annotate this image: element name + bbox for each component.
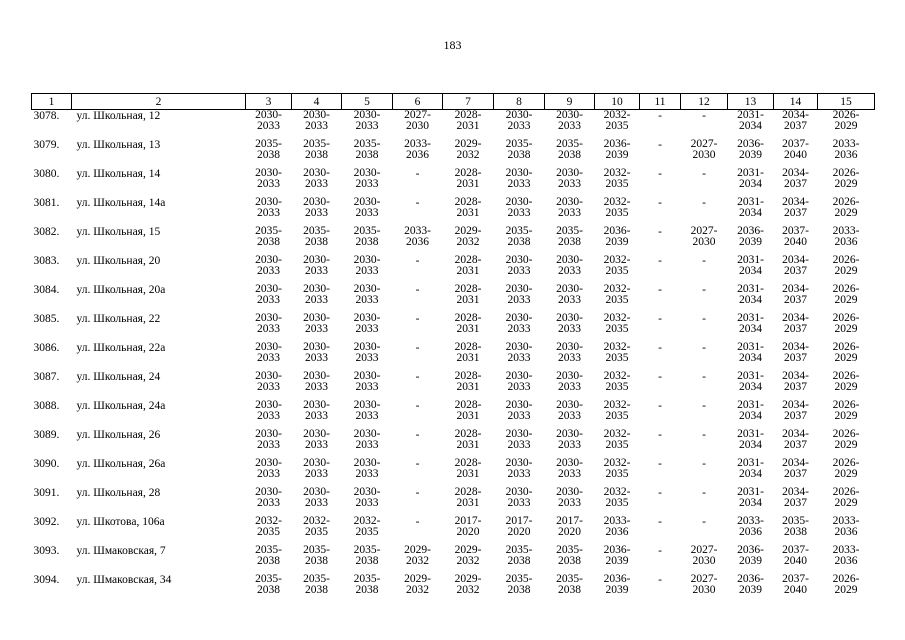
period-cell: 2030- 2033 (255, 428, 282, 451)
table-row (32, 574, 875, 603)
period-cell: 2030- 2033 (505, 457, 533, 480)
period-cell: 2032- 2035 (603, 254, 631, 277)
period-cell: 2028- 2031 (454, 196, 482, 219)
period-cell: 2030- 2033 (303, 167, 330, 190)
period-cell: - (658, 168, 662, 180)
repair-schedule-table (31, 93, 875, 603)
period-cell: 2026- 2029 (832, 457, 860, 480)
column-header: 15 (818, 94, 875, 110)
period-cell: 2030- 2033 (556, 428, 583, 451)
period-cell: - (702, 429, 706, 441)
period-cell: 2034- 2037 (782, 457, 809, 480)
period-cell: 2034- 2037 (782, 109, 809, 132)
period-cell: - (702, 197, 706, 209)
period-cell: 2026- 2029 (832, 167, 860, 190)
table-row (32, 371, 875, 400)
period-cell: 2030- 2033 (303, 283, 330, 306)
column-header: 8 (494, 94, 545, 110)
period-cell: 2030- 2033 (353, 109, 381, 132)
period-cell: 2030- 2033 (353, 486, 381, 509)
period-cell: 2035- 2038 (255, 544, 282, 567)
period-cell: 2036- 2039 (603, 138, 631, 161)
row-number: 3094. (33, 574, 60, 586)
table-row (32, 255, 875, 284)
period-cell: 2032- 2035 (603, 457, 631, 480)
row-number: 3084. (33, 284, 60, 296)
period-cell: 2035- 2038 (505, 573, 533, 596)
period-cell: 2030- 2033 (255, 457, 282, 480)
period-cell: 2030- 2033 (255, 167, 282, 190)
period-cell: 2036- 2039 (737, 573, 764, 596)
period-cell: - (658, 197, 662, 209)
address-cell: ул. Школьная, 28 (76, 487, 161, 499)
period-cell: 2027- 2030 (690, 544, 718, 567)
period-cell: - (415, 313, 420, 325)
period-cell: - (702, 371, 706, 383)
period-cell: 2028- 2031 (454, 457, 482, 480)
table-row (32, 487, 875, 516)
period-cell: 2033- 2036 (404, 225, 431, 248)
period-cell: 2031- 2034 (737, 370, 764, 393)
period-cell: 2030- 2033 (505, 486, 533, 509)
period-cell: 2030- 2033 (353, 399, 381, 422)
period-cell: 2033- 2036 (603, 515, 631, 538)
column-header: 2 (72, 94, 246, 110)
period-cell: - (658, 255, 662, 267)
period-cell: 2034- 2037 (782, 399, 809, 422)
period-cell: 2033- 2036 (404, 138, 431, 161)
period-cell: 2030- 2033 (505, 428, 533, 451)
period-cell: 2027- 2030 (690, 138, 718, 161)
period-cell: 2030- 2033 (303, 109, 330, 132)
period-cell: - (415, 197, 420, 209)
period-cell: 2032- 2035 (353, 515, 381, 538)
period-cell: 2035- 2038 (556, 138, 583, 161)
address-cell: ул. Школьная, 13 (76, 139, 161, 151)
period-cell: - (415, 284, 420, 296)
period-cell: 2032- 2035 (603, 283, 631, 306)
period-cell: 2030- 2033 (505, 341, 533, 364)
period-cell: 2030- 2033 (303, 399, 330, 422)
period-cell: 2034- 2037 (782, 428, 809, 451)
period-cell: 2030- 2033 (353, 370, 381, 393)
period-cell: 2029- 2032 (454, 225, 482, 248)
period-cell: 2035- 2038 (303, 573, 330, 596)
address-cell: ул. Школьная, 26а (76, 458, 166, 470)
period-cell: 2033- 2036 (832, 515, 860, 538)
period-cell: 2035- 2038 (303, 138, 330, 161)
period-cell: 2033- 2036 (832, 225, 860, 248)
column-header: 5 (342, 94, 393, 110)
period-cell: - (415, 516, 420, 528)
period-cell: 2030- 2033 (255, 399, 282, 422)
period-cell: 2028- 2031 (454, 428, 482, 451)
row-number: 3083. (33, 255, 60, 267)
period-cell: 2030- 2033 (353, 196, 381, 219)
row-number: 3092. (33, 516, 60, 528)
period-cell: 2030- 2033 (353, 341, 381, 364)
period-cell: 2028- 2031 (454, 486, 482, 509)
period-cell: 2037- 2040 (782, 573, 809, 596)
period-cell: 2028- 2031 (454, 167, 482, 190)
period-cell: 2028- 2031 (454, 341, 482, 364)
period-cell: 2031- 2034 (737, 283, 764, 306)
address-cell: ул. Шкотова, 106а (76, 516, 165, 528)
period-cell: 2034- 2037 (782, 167, 809, 190)
period-cell: 2030- 2033 (556, 312, 583, 335)
row-number: 3091. (33, 487, 60, 499)
column-header: 9 (545, 94, 595, 110)
column-header: 13 (728, 94, 774, 110)
row-number: 3081. (33, 197, 60, 209)
period-cell: 2028- 2031 (454, 312, 482, 335)
period-cell: - (702, 487, 706, 499)
period-cell: 2033- 2036 (832, 138, 860, 161)
period-cell: 2034- 2037 (782, 254, 809, 277)
table-row (32, 516, 875, 545)
address-cell: ул. Школьная, 24а (76, 400, 166, 412)
period-cell: 2036- 2039 (603, 544, 631, 567)
period-cell: 2032- 2035 (255, 515, 282, 538)
period-cell: 2030- 2033 (303, 428, 330, 451)
period-cell: 2033- 2036 (737, 515, 764, 538)
address-cell: ул. Школьная, 20а (76, 284, 166, 296)
period-cell: 2035- 2038 (255, 225, 282, 248)
period-cell: - (702, 313, 706, 325)
period-cell: 2030- 2033 (303, 486, 330, 509)
row-number: 3085. (33, 313, 60, 325)
period-cell: 2035- 2038 (782, 515, 809, 538)
period-cell: 2030- 2033 (303, 457, 330, 480)
period-cell: 2030- 2033 (505, 254, 533, 277)
period-cell: 2026- 2029 (832, 399, 860, 422)
period-cell: 2030- 2033 (505, 109, 533, 132)
address-cell: ул. Школьная, 26 (76, 429, 161, 441)
period-cell: 2030- 2033 (303, 254, 330, 277)
period-cell: 2032- 2035 (603, 399, 631, 422)
period-cell: 2030- 2033 (353, 457, 381, 480)
table-row (32, 313, 875, 342)
period-cell: 2031- 2034 (737, 254, 764, 277)
column-header: 12 (681, 94, 728, 110)
row-number: 3090. (33, 458, 60, 470)
period-cell: - (415, 458, 420, 470)
period-cell: 2035- 2038 (303, 225, 330, 248)
period-cell: 2032- 2035 (603, 196, 631, 219)
period-cell: - (658, 284, 662, 296)
period-cell: 2027- 2030 (404, 109, 431, 132)
period-cell: 2030- 2033 (255, 283, 282, 306)
period-cell: 2030- 2033 (353, 312, 381, 335)
period-cell: 2030- 2033 (303, 312, 330, 335)
period-cell: 2031- 2034 (737, 196, 764, 219)
period-cell: 2030- 2033 (505, 399, 533, 422)
period-cell: 2026- 2029 (832, 341, 860, 364)
table-row (32, 226, 875, 255)
table-row (32, 168, 875, 197)
column-header: 7 (443, 94, 494, 110)
address-cell: ул. Школьная, 20 (76, 255, 161, 267)
address-cell: ул. Школьная, 12 (76, 110, 161, 122)
period-cell: 2029- 2032 (404, 544, 431, 567)
period-cell: 2035- 2038 (556, 225, 583, 248)
period-cell: 2030- 2033 (505, 196, 533, 219)
period-cell: 2030- 2033 (353, 167, 381, 190)
period-cell: - (658, 313, 662, 325)
row-number: 3079. (33, 139, 60, 151)
period-cell: 2031- 2034 (737, 457, 764, 480)
period-cell: 2028- 2031 (454, 254, 482, 277)
period-cell: 2026- 2029 (832, 428, 860, 451)
period-cell: 2026- 2029 (832, 486, 860, 509)
period-cell: 2034- 2037 (782, 486, 809, 509)
period-cell: - (415, 371, 420, 383)
header-row (32, 94, 875, 110)
period-cell: 2028- 2031 (454, 283, 482, 306)
period-cell: 2026- 2029 (832, 312, 860, 335)
row-number: 3082. (33, 226, 60, 238)
period-cell: 2036- 2039 (737, 138, 764, 161)
period-cell: 2036- 2039 (603, 573, 631, 596)
period-cell: 2030- 2033 (255, 196, 282, 219)
period-cell: 2030- 2033 (255, 254, 282, 277)
column-header: 3 (246, 94, 292, 110)
column-header: 6 (393, 94, 443, 110)
period-cell: 2030- 2033 (255, 486, 282, 509)
period-cell: 2032- 2035 (603, 341, 631, 364)
period-cell: 2030- 2033 (556, 399, 583, 422)
table-row (32, 458, 875, 487)
period-cell: 2030- 2033 (353, 254, 381, 277)
period-cell: - (702, 400, 706, 412)
column-header: 14 (774, 94, 818, 110)
address-cell: ул. Шмаковская, 7 (76, 545, 166, 557)
period-cell: 2032- 2035 (303, 515, 330, 538)
period-cell: 2034- 2037 (782, 196, 809, 219)
period-cell: 2030- 2033 (303, 370, 330, 393)
period-cell: - (658, 342, 662, 354)
period-cell: 2030- 2033 (255, 109, 282, 132)
row-number: 3080. (33, 168, 60, 180)
row-number: 3093. (33, 545, 60, 557)
period-cell: 2032- 2035 (603, 428, 631, 451)
period-cell: - (658, 545, 662, 557)
period-cell: 2034- 2037 (782, 312, 809, 335)
period-cell: 2017- 2020 (556, 515, 583, 538)
period-cell: 2030- 2033 (556, 341, 583, 364)
period-cell: - (415, 487, 420, 499)
table-row (32, 197, 875, 226)
period-cell: 2017- 2020 (505, 515, 533, 538)
period-cell: - (415, 429, 420, 441)
period-cell: 2030- 2033 (303, 341, 330, 364)
period-cell: 2029- 2032 (404, 573, 431, 596)
period-cell: 2030- 2033 (353, 428, 381, 451)
period-cell: 2031- 2034 (737, 167, 764, 190)
period-cell: 2030- 2033 (556, 109, 583, 132)
period-cell: 2034- 2037 (782, 370, 809, 393)
period-cell: 2031- 2034 (737, 399, 764, 422)
period-cell: 2032- 2035 (603, 312, 631, 335)
address-cell: ул. Шмаковская, 34 (76, 574, 172, 586)
period-cell: 2028- 2031 (454, 399, 482, 422)
period-cell: - (415, 342, 420, 354)
column-header: 4 (292, 94, 342, 110)
period-cell: 2027- 2030 (690, 573, 718, 596)
table-row (32, 429, 875, 458)
period-cell: 2037- 2040 (782, 138, 809, 161)
period-cell: - (415, 168, 420, 180)
table-row (32, 342, 875, 371)
period-cell: 2035- 2038 (255, 138, 282, 161)
period-cell: - (415, 400, 420, 412)
period-cell: 2037- 2040 (782, 225, 809, 248)
period-cell: 2031- 2034 (737, 312, 764, 335)
period-cell: 2027- 2030 (690, 225, 718, 248)
period-cell: - (702, 110, 706, 122)
column-header: 1 (32, 94, 72, 110)
period-cell: - (415, 255, 420, 267)
period-cell: 2035- 2038 (505, 544, 533, 567)
period-cell: - (702, 458, 706, 470)
period-cell: 2037- 2040 (782, 544, 809, 567)
period-cell: 2035- 2038 (353, 138, 381, 161)
period-cell: 2030- 2033 (255, 341, 282, 364)
period-cell: - (658, 400, 662, 412)
period-cell: 2034- 2037 (782, 283, 809, 306)
period-cell: 2034- 2037 (782, 341, 809, 364)
row-number: 3086. (33, 342, 60, 354)
period-cell: 2030- 2033 (556, 196, 583, 219)
period-cell: 2035- 2038 (353, 544, 381, 567)
period-cell: - (658, 139, 662, 151)
address-cell: ул. Школьная, 22а (76, 342, 166, 354)
period-cell: - (702, 284, 706, 296)
period-cell: - (702, 516, 706, 528)
period-cell: 2029- 2032 (454, 138, 482, 161)
period-cell: 2029- 2032 (454, 573, 482, 596)
period-cell: - (658, 429, 662, 441)
address-cell: ул. Школьная, 14а (76, 197, 166, 209)
period-cell: 2026- 2029 (832, 283, 860, 306)
period-cell: 2030- 2033 (303, 196, 330, 219)
period-cell: 2032- 2035 (603, 370, 631, 393)
address-cell: ул. Школьная, 24 (76, 371, 161, 383)
period-cell: 2035- 2038 (556, 573, 583, 596)
period-cell: - (658, 110, 662, 122)
period-cell: 2030- 2033 (556, 283, 583, 306)
period-cell: 2026- 2029 (832, 254, 860, 277)
period-cell: 2031- 2034 (737, 486, 764, 509)
period-cell: 2032- 2035 (603, 167, 631, 190)
period-cell: 2030- 2033 (556, 254, 583, 277)
period-cell: 2030- 2033 (556, 457, 583, 480)
period-cell: 2030- 2033 (505, 370, 533, 393)
table-row (32, 400, 875, 429)
period-cell: - (702, 168, 706, 180)
period-cell: 2029- 2032 (454, 544, 482, 567)
period-cell: 2017- 2020 (454, 515, 482, 538)
period-cell: - (658, 458, 662, 470)
period-cell: 2026- 2029 (832, 370, 860, 393)
page-number: 183 (443, 38, 462, 52)
period-cell: 2030- 2033 (556, 167, 583, 190)
period-cell: 2028- 2031 (454, 370, 482, 393)
address-cell: ул. Школьная, 15 (76, 226, 161, 238)
table-row (32, 139, 875, 168)
period-cell: 2033- 2036 (832, 544, 860, 567)
period-cell: 2026- 2029 (832, 573, 860, 596)
period-cell: - (702, 255, 706, 267)
address-cell: ул. Школьная, 22 (76, 313, 161, 325)
row-number: 3088. (33, 400, 60, 412)
period-cell: - (658, 516, 662, 528)
table-body (32, 110, 875, 604)
period-cell: - (702, 342, 706, 354)
period-cell: 2035- 2038 (353, 225, 381, 248)
period-cell: 2032- 2035 (603, 109, 631, 132)
period-cell: - (658, 371, 662, 383)
period-cell: 2030- 2033 (255, 312, 282, 335)
period-cell: 2026- 2029 (832, 109, 860, 132)
table-row (32, 284, 875, 313)
column-header: 11 (640, 94, 681, 110)
column-header: 10 (595, 94, 640, 110)
period-cell: 2036- 2039 (737, 544, 764, 567)
table-row (32, 110, 875, 140)
table-row (32, 545, 875, 574)
period-cell: 2030- 2033 (505, 167, 533, 190)
period-cell: 2031- 2034 (737, 109, 764, 132)
period-cell: 2035- 2038 (505, 138, 533, 161)
period-cell: 2032- 2035 (603, 486, 631, 509)
period-cell: 2030- 2033 (505, 283, 533, 306)
period-cell: 2030- 2033 (505, 312, 533, 335)
period-cell: - (658, 574, 662, 586)
address-cell: ул. Школьная, 14 (76, 168, 161, 180)
period-cell: 2031- 2034 (737, 341, 764, 364)
row-number: 3078. (33, 110, 60, 122)
period-cell: 2036- 2039 (737, 225, 764, 248)
period-cell: 2030- 2033 (556, 370, 583, 393)
row-number: 3087. (33, 371, 60, 383)
period-cell: 2026- 2029 (832, 196, 860, 219)
period-cell: 2035- 2038 (353, 573, 381, 596)
period-cell: 2031- 2034 (737, 428, 764, 451)
period-cell: 2035- 2038 (556, 544, 583, 567)
period-cell: 2030- 2033 (556, 486, 583, 509)
period-cell: 2030- 2033 (353, 283, 381, 306)
period-cell: 2035- 2038 (303, 544, 330, 567)
period-cell: 2035- 2038 (505, 225, 533, 248)
period-cell: 2035- 2038 (255, 573, 282, 596)
row-number: 3089. (33, 429, 60, 441)
period-cell: 2030- 2033 (255, 370, 282, 393)
period-cell: 2036- 2039 (603, 225, 631, 248)
period-cell: - (658, 487, 662, 499)
period-cell: 2028- 2031 (454, 109, 482, 132)
period-cell: - (658, 226, 662, 238)
